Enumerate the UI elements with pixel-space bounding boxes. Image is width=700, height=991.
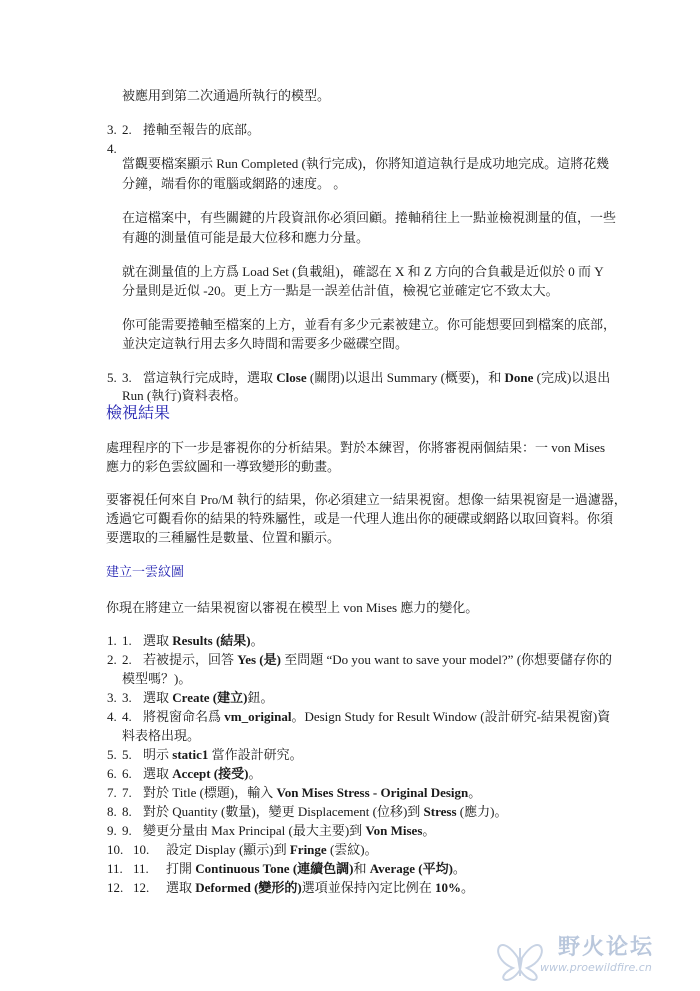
list-item-continuation: 模型嗎？)。 <box>122 671 192 686</box>
list-item-text <box>143 631 264 650</box>
step-5-subnumber: 3. <box>122 370 132 385</box>
list-item-number: 5. <box>107 747 117 762</box>
list-item-bold: static1 <box>172 747 209 762</box>
list-item-subnumber: 3. <box>122 690 132 705</box>
list-item-text-part: 。 <box>422 823 436 838</box>
section-paragraph-line: 應力的彩色雲紋圖和一導致變形的動畫。 <box>106 459 341 474</box>
step-5-text <box>143 368 610 387</box>
paragraph-line: 並決定這執行用去多久時間和需要多少磁碟空間。 <box>122 336 409 351</box>
list-item-text-part: 對於 Title (標題)，輸入 <box>143 785 277 800</box>
section-heading: 檢視結果 <box>106 403 171 422</box>
paragraph-line: 分鐘，端看你的電腦或網路的速度。 。 <box>122 176 347 191</box>
list-item-subnumber: 2. <box>122 652 132 667</box>
list-item-number: 4. <box>107 709 117 724</box>
list-item-text-part: 選取 <box>143 690 173 705</box>
step-5-text-part: 當這執行完成時，選取 <box>143 370 277 385</box>
list-item-subnumber: 8. <box>122 804 132 819</box>
list-item-number: 10. <box>107 842 124 857</box>
list-item-text-part: 鈕。 <box>247 690 274 705</box>
list-item-subnumber: 5. <box>122 747 132 762</box>
intro-line: 被應用到第二次通過所執行的模型。 <box>122 88 331 103</box>
list-item-text <box>143 650 612 669</box>
list-item-text <box>143 707 610 726</box>
list-item-continuation: 料表格出現。 <box>122 728 201 743</box>
list-item-text-part: 。 <box>468 785 482 800</box>
list-item-text-part: 將視窗命名爲 <box>143 709 225 724</box>
list-item-number: 9. <box>107 823 117 838</box>
list-item-text-part: 當作設計研究。 <box>208 747 303 762</box>
list-item-number: 2. <box>107 652 117 667</box>
step-5-text-part: (關閉)以退出 Summary (概要)，和 <box>306 370 505 385</box>
list-item-text-part: 變更分量由 Max Principal (最大主要)到 <box>143 823 366 838</box>
list-item-text <box>143 764 261 783</box>
list-item-text-part: (應力)。 <box>456 804 508 819</box>
list-item-text-part: 和 <box>353 861 370 876</box>
list-item-text <box>143 783 481 802</box>
step-5-bold-done: Done <box>504 370 534 385</box>
list-item-number: 11. <box>107 861 123 876</box>
list-item-text-part: 。 <box>248 766 262 781</box>
list-item-bold: Average (平均) <box>369 861 453 876</box>
list-item-text-part: 若被提示，回答 <box>143 652 238 667</box>
list-item-text-part: 至問題 “Do you want to save your model?” (你想要儲存你的 <box>280 652 613 667</box>
step-5-continuation: Run (執行)資料表格。 <box>122 388 247 403</box>
list-item-bold: Stress <box>423 804 457 819</box>
section-paragraph-line: 處理程序的下一步是審視你的分析結果。對於本練習，你將審視兩個結果：一 von Mises <box>106 440 606 455</box>
paragraph-line: 就在測量值的上方爲 Load Set (負載組)，確認在 X 和 Z 方向的合負載是近似於 0 而 Y <box>122 264 604 279</box>
list-item-text-part: 設定 Display (顯示)到 <box>166 842 290 857</box>
list-item-bold: Accept (接受) <box>172 766 249 781</box>
step-3-text: 捲軸至報告的底部。 <box>143 122 261 137</box>
step-5-number: 5. <box>107 370 117 385</box>
list-item-subnumber: 6. <box>122 766 132 781</box>
list-item-subnumber: 1. <box>122 633 132 648</box>
list-item-text <box>143 802 507 821</box>
paragraph-line: 當觀要檔案顯示 Run Completed (執行完成)，你將知道這執行是成功地完成。這將花幾 <box>122 156 610 171</box>
list-item-subnumber: 12. <box>133 880 150 895</box>
list-item-text-part: 選取 <box>166 880 196 895</box>
section-paragraph-line: 要選取的三種屬性是數量、位置和顯示。 <box>106 530 341 545</box>
subsection-paragraph: 你現在將建立一結果視窗以審視在模型上 von Mises 應力的變化。 <box>106 600 479 615</box>
list-item-subnumber: 4. <box>122 709 132 724</box>
list-item-bold: Fringe <box>289 842 327 857</box>
list-item-bold: Von Mises Stress - Original Design <box>276 785 469 800</box>
list-item-bold: Yes (是) <box>237 652 281 667</box>
paragraph-line: 有趣的測量值可能是最大位移和應力分量。 <box>122 230 370 245</box>
list-item-bold: Von Mises <box>365 823 423 838</box>
subsection-heading: 建立一雲紋圖 <box>106 565 185 580</box>
list-item-text <box>143 821 435 840</box>
step-5-text-part: (完成)以退出 <box>533 370 611 385</box>
list-item-number: 8. <box>107 804 117 819</box>
list-item-bold: 10% <box>435 880 462 895</box>
list-item-text <box>143 688 273 707</box>
list-item-text <box>166 840 378 859</box>
list-item-bold: Continuous Tone (連續色調) <box>195 861 354 876</box>
paragraph-line: 分量則是近似 -20。更上方一點是一誤差估計值，檢視它並確定它不致太大。 <box>122 283 559 298</box>
paragraph-line: 你可能需要捲軸至檔案的上方，並看有多少元素被建立。你可能想要回到檔案的底部， <box>122 317 617 332</box>
step-3-subnumber: 2. <box>122 122 132 137</box>
list-item-bold: Results (結果) <box>172 633 251 648</box>
list-item-subnumber: 7. <box>122 785 132 800</box>
list-item-text-part: 。 <box>452 861 466 876</box>
list-item-text-part: 明示 <box>143 747 173 762</box>
list-item-number: 3. <box>107 690 117 705</box>
step-3-number: 3. <box>107 122 117 137</box>
list-item-text <box>166 878 474 897</box>
watermark-url: www.proewildfire.cn <box>540 961 652 974</box>
list-item-text-part: (雲紋)。 <box>326 842 378 857</box>
list-item-number: 6. <box>107 766 117 781</box>
list-item-text-part: 。Design Study for Result Window (設計研究-結果視窗)資 <box>291 709 611 724</box>
step-5-bold-close: Close <box>276 370 307 385</box>
list-item-bold: Create (建立) <box>172 690 248 705</box>
list-item-subnumber: 9. <box>122 823 132 838</box>
list-item-text-part: 。 <box>250 633 264 648</box>
list-item-subnumber: 11. <box>133 861 149 876</box>
list-item-text-part: 打開 <box>166 861 196 876</box>
list-item-text <box>166 859 466 878</box>
list-item-text <box>143 745 303 764</box>
list-item-text-part: 選取 <box>143 633 173 648</box>
section-paragraph-line: 透過它可觀看你的結果的特殊屬性，或是一代理人進出你的硬碟或網路以取回資料。你須 <box>106 511 614 526</box>
list-item-text-part: 對於 Quantity (數量)，變更 Displacement (位移)到 <box>143 804 424 819</box>
step-4-number: 4. <box>107 141 117 156</box>
list-item-bold: Deformed (變形的) <box>195 880 302 895</box>
list-item-text-part: 選取 <box>143 766 173 781</box>
list-item-text-part: 選項並保持內定比例在 <box>301 880 436 895</box>
list-item-text-part: 。 <box>461 880 475 895</box>
list-item-number: 1. <box>107 633 117 648</box>
paragraph-line: 在這檔案中，有些關鍵的片段資訊你必須回顧。捲軸稍往上一點並檢視測量的值，一些 <box>122 210 617 225</box>
list-item-number: 7. <box>107 785 117 800</box>
list-item-subnumber: 10. <box>133 842 150 857</box>
list-item-number: 12. <box>107 880 124 895</box>
list-item-bold: vm_original <box>224 709 292 724</box>
watermark-text: 野火论坛 <box>558 935 655 960</box>
section-paragraph-line: 要審視任何來自 Pro/M 執行的結果，你必須建立一結果視窗。想像一結果視窗是一過濾器， <box>106 492 627 507</box>
